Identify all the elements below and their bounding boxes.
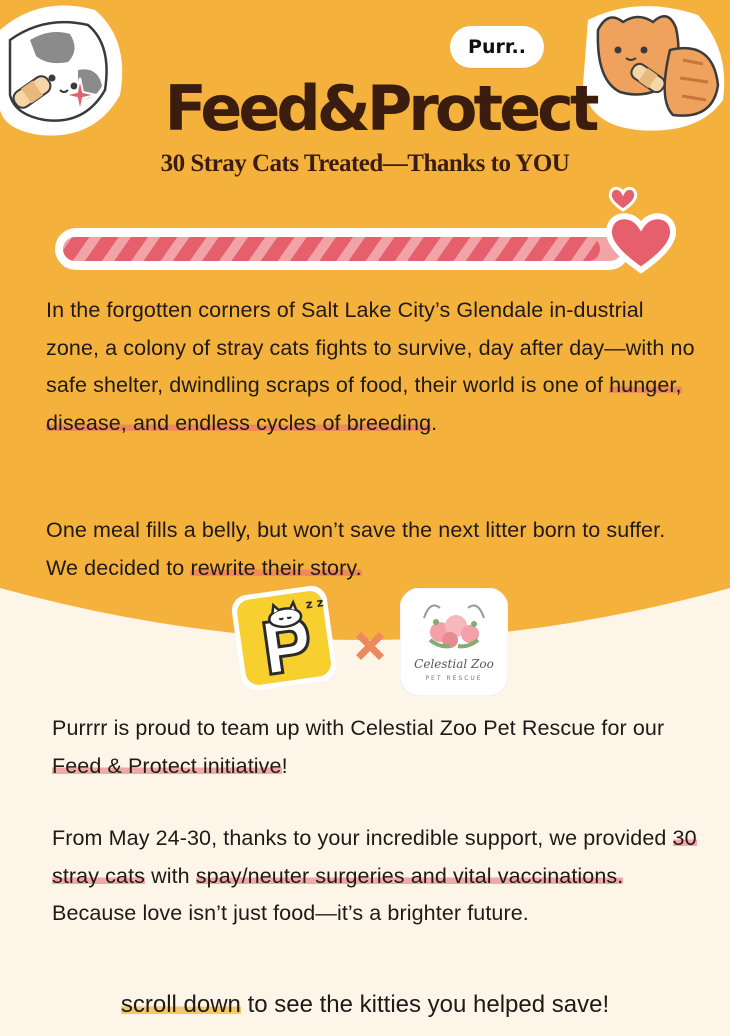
story-text: In the forgotten corners of Salt Lake City’s Glendale in-dustrial zone, a colony of stray cats fights to survive, day after day—with no safe shelter, dwindling scraps of food, their world is one of bbox=[46, 298, 695, 397]
progress-bar bbox=[55, 228, 630, 270]
purrrr-logo bbox=[230, 584, 338, 692]
announcement-text-end: ! bbox=[281, 753, 288, 778]
purr-speech-bubble: Purr.. bbox=[450, 26, 544, 68]
story-highlight: hunger, disease, and endless cycles of breeding bbox=[46, 373, 682, 435]
heart-icon bbox=[604, 208, 678, 274]
announcement-paragraph-1 bbox=[52, 710, 712, 785]
announcement-highlight: Feed & Protect initiative bbox=[52, 753, 282, 778]
story-paragraph-2 bbox=[46, 512, 696, 587]
progress-track bbox=[63, 237, 622, 261]
announcement-highlight-cats: 30 stray cats bbox=[52, 826, 697, 888]
story-highlight: rewrite their story. bbox=[190, 555, 362, 580]
scroll-down-highlight: scroll down bbox=[120, 991, 241, 1018]
announcement-text: From May 24-30, thanks to your incredible support, we provided bbox=[52, 826, 673, 850]
story-paragraph-1 bbox=[46, 292, 696, 442]
sleep-zz-text: z z bbox=[304, 595, 325, 612]
announcement-highlight-surgeries: spay/neuter surgeries and vital vaccinations. bbox=[195, 863, 624, 888]
announcement-paragraph-2 bbox=[52, 820, 712, 933]
celestial-logo-tagline: PET RESCUE bbox=[425, 675, 483, 682]
story-text: One meal fills a belly, but won’t save the next litter born to suffer. We decided to bbox=[46, 518, 666, 580]
scroll-down-text: to see the kitties you helped save! bbox=[240, 991, 610, 1018]
scroll-down-prompt bbox=[0, 986, 730, 1024]
small-heart-icon bbox=[608, 186, 638, 212]
celestial-zoo-logo bbox=[400, 588, 508, 696]
orange-cat-sticker bbox=[578, 0, 730, 140]
announcement-text: Purrrr is proud to team up with Celestial Zoo Pet Rescue for our bbox=[52, 716, 665, 740]
story-text-end: . bbox=[431, 410, 438, 435]
cross-icon bbox=[350, 626, 390, 666]
grey-cat-sticker bbox=[0, 0, 150, 150]
announcement-text-middle: with bbox=[145, 863, 196, 888]
announcement-text-end: Because love isn’t just food—it’s a brighter future. bbox=[52, 901, 529, 925]
celestial-logo-name: Celestial Zoo bbox=[414, 657, 494, 671]
progress-fill bbox=[63, 237, 600, 261]
page-subtitle: 30 Stray Cats Treated—Thanks to YOU bbox=[160, 150, 570, 177]
page-title: Feed&Protect bbox=[164, 72, 596, 145]
